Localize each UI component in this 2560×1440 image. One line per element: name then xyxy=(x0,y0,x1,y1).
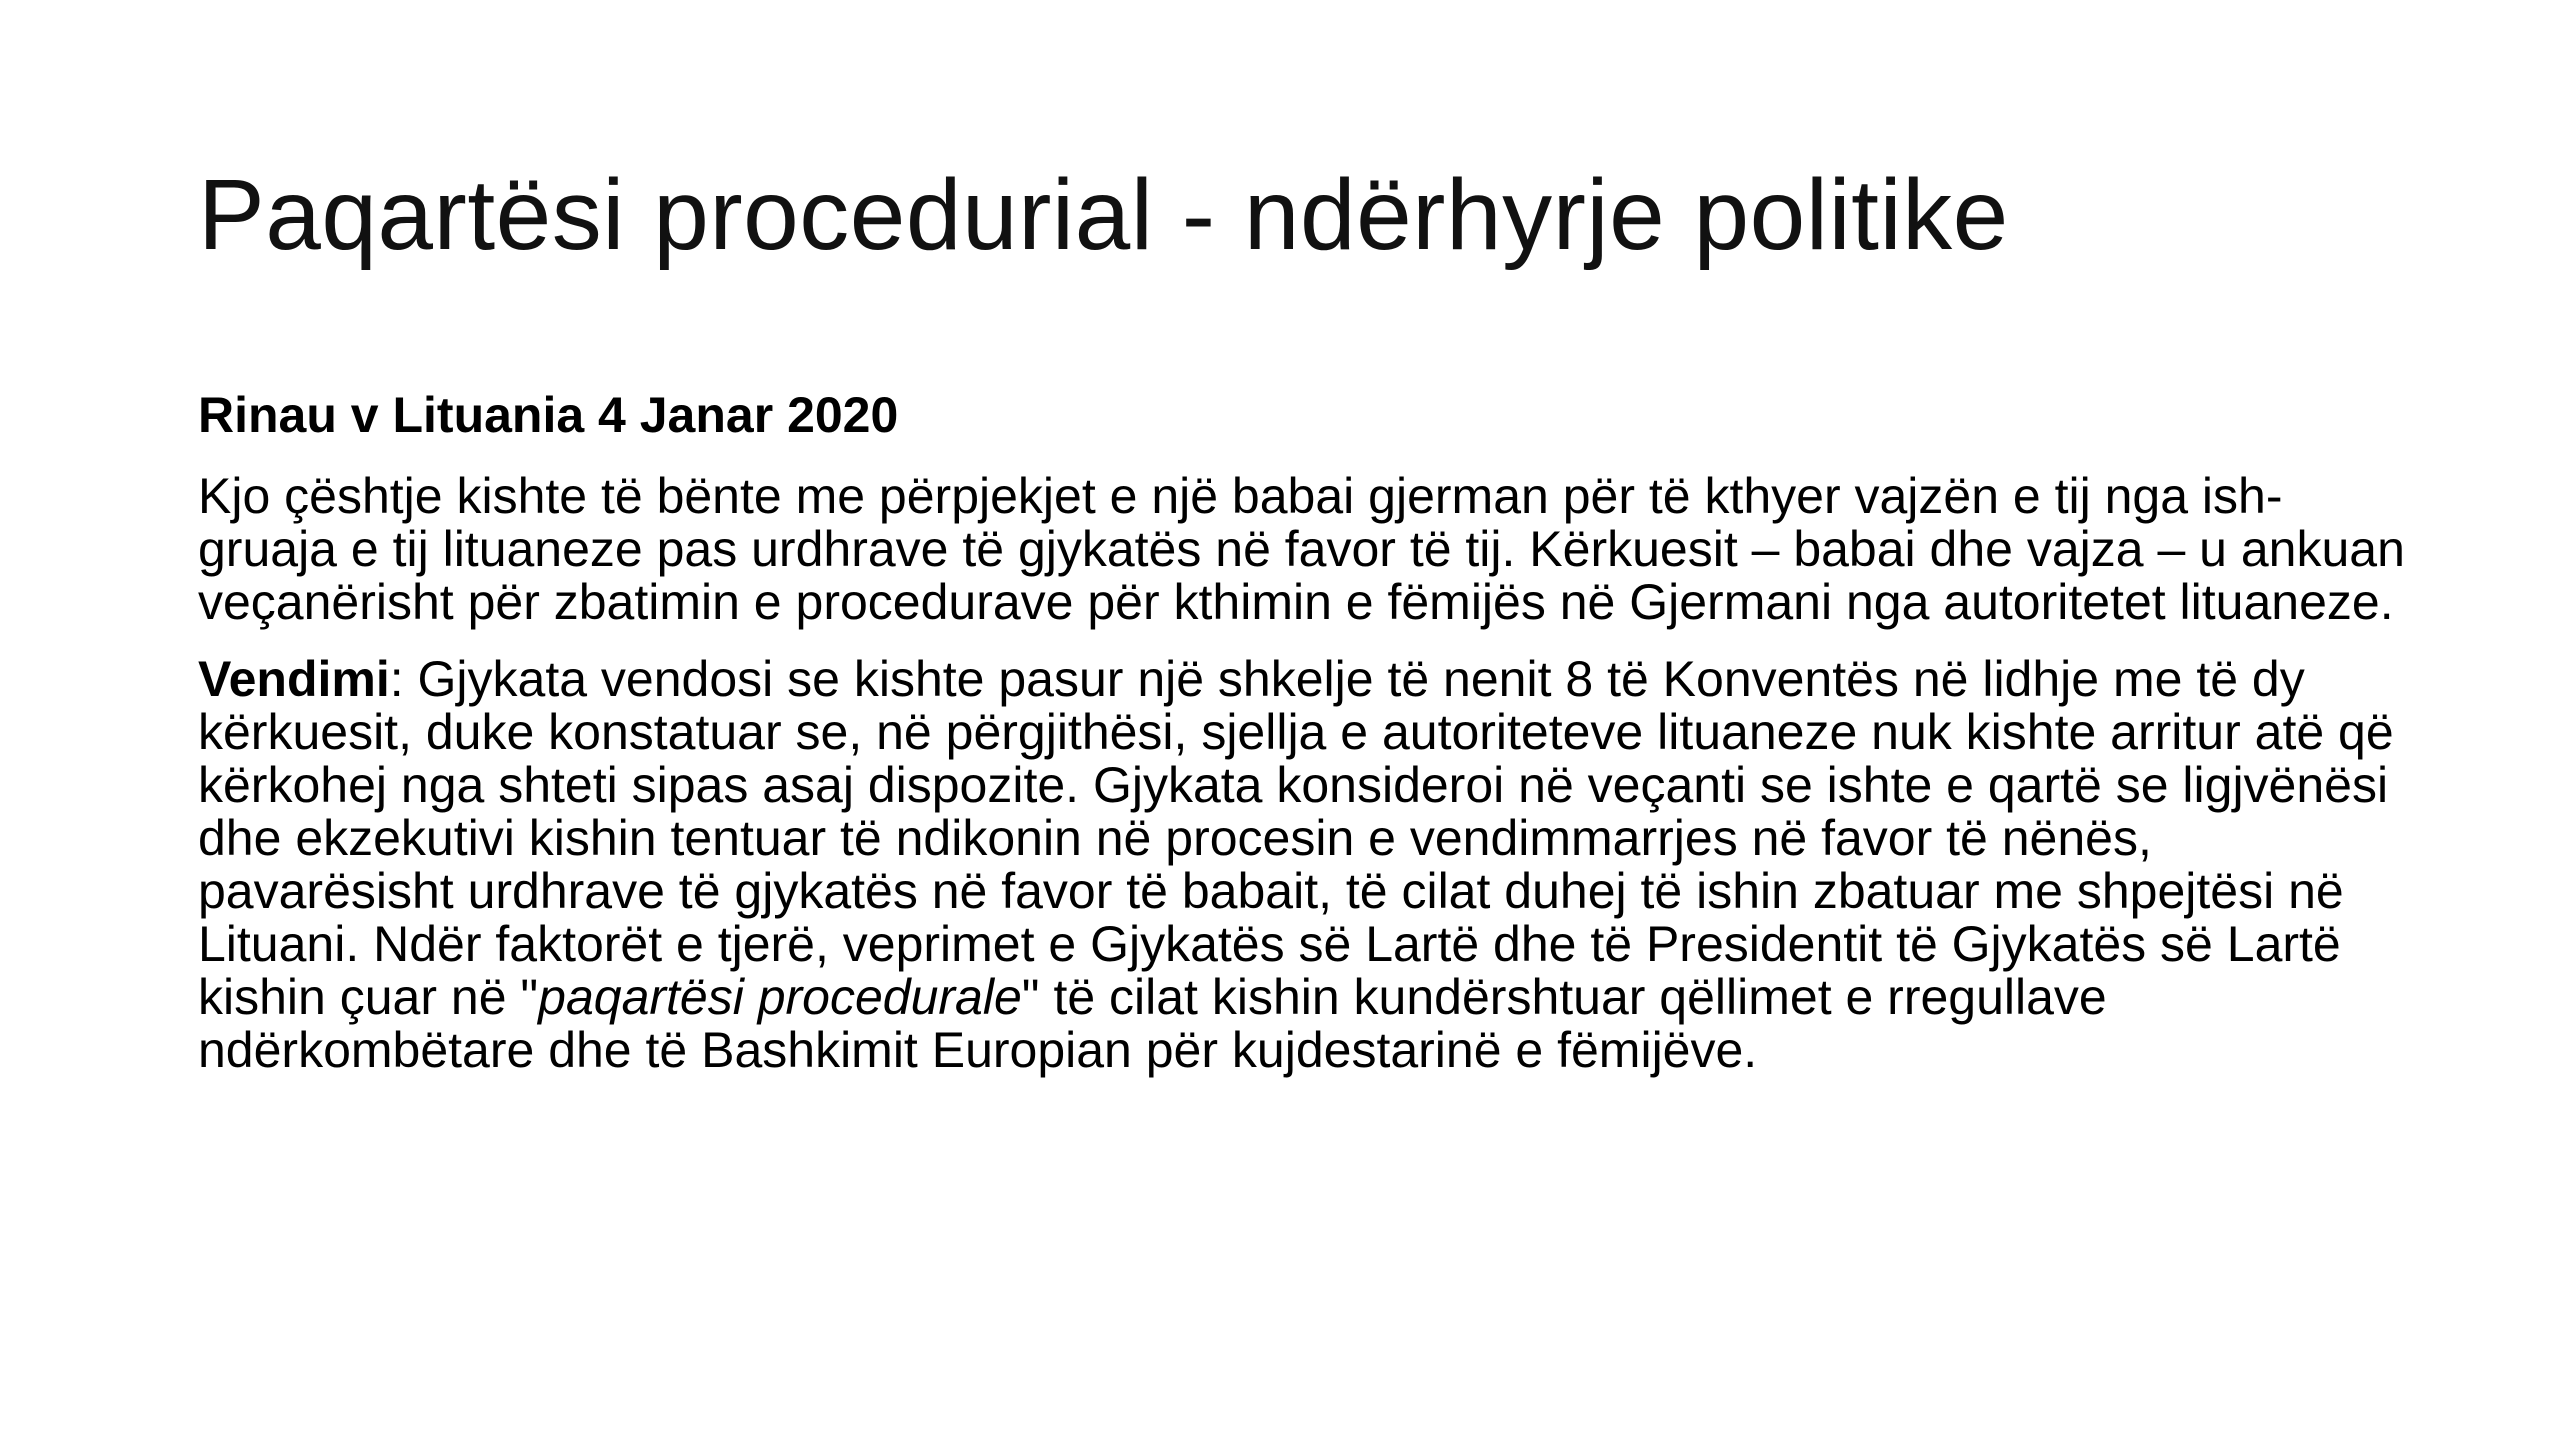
slide-body xyxy=(198,380,2418,1101)
decision-text-part1: : Gjykata vendosi se kishte pasur një shkelje të nenit 8 të Konventës në lidhje me të dy kërkuesit, duke konstatuar se, në përgjithësi, sjellja e autoriteteve lituaneze nuk kishte arritur atë që kërkohej nga shteti sipas asaj dispozite. Gjykata konsideroi në veçanti se ishte e qartë se ligjvënësi dhe ekzekutivi kishin tentuar të ndikonin në procesin e vendimmarrjes në favor të nënës, pavarësisht urdhrave të gjykatës në favor të babait, të cilat duhej të ishin zbatuar me shpejtësi në Lituani. Ndër faktorët e tjerë, veprimet e Gjykatës së Lartë dhe të Presidentit të Gjykatës së Lartë kishin çuar në " xyxy=(198,651,2394,1025)
slide-title: Paqartësi procedurial - ndërhyrje politike xyxy=(198,159,2009,271)
decision-text-part2: " të cilat kishin kundërshtuar qëllimet e rregullave ndërkombëtare dhe të Bashkimit Europian për kujdestarinë e fëmijëve. xyxy=(198,969,2107,1078)
case-summary-paragraph: Kjo çështje kishte të bënte me përpjekjet e një babai gjerman për të kthyer vajzën e tij nga ish-gruaja e tij lituaneze pas urdhrave të gjykatës në favor të tij. Kërkuesit – babai dhe vajza – u ankuan veçanërisht për zbatimin e procedurave për kthimin e fëmijës në Gjermani nga autoritetet lituaneze. xyxy=(198,468,2405,630)
decision-label: Vendimi xyxy=(198,651,390,707)
decision-paragraph xyxy=(198,653,2418,1077)
case-heading: Rinau v Lituania 4 Janar 2020 xyxy=(198,387,899,443)
decision-italic-term: paqartësi procedurale xyxy=(538,969,1022,1025)
